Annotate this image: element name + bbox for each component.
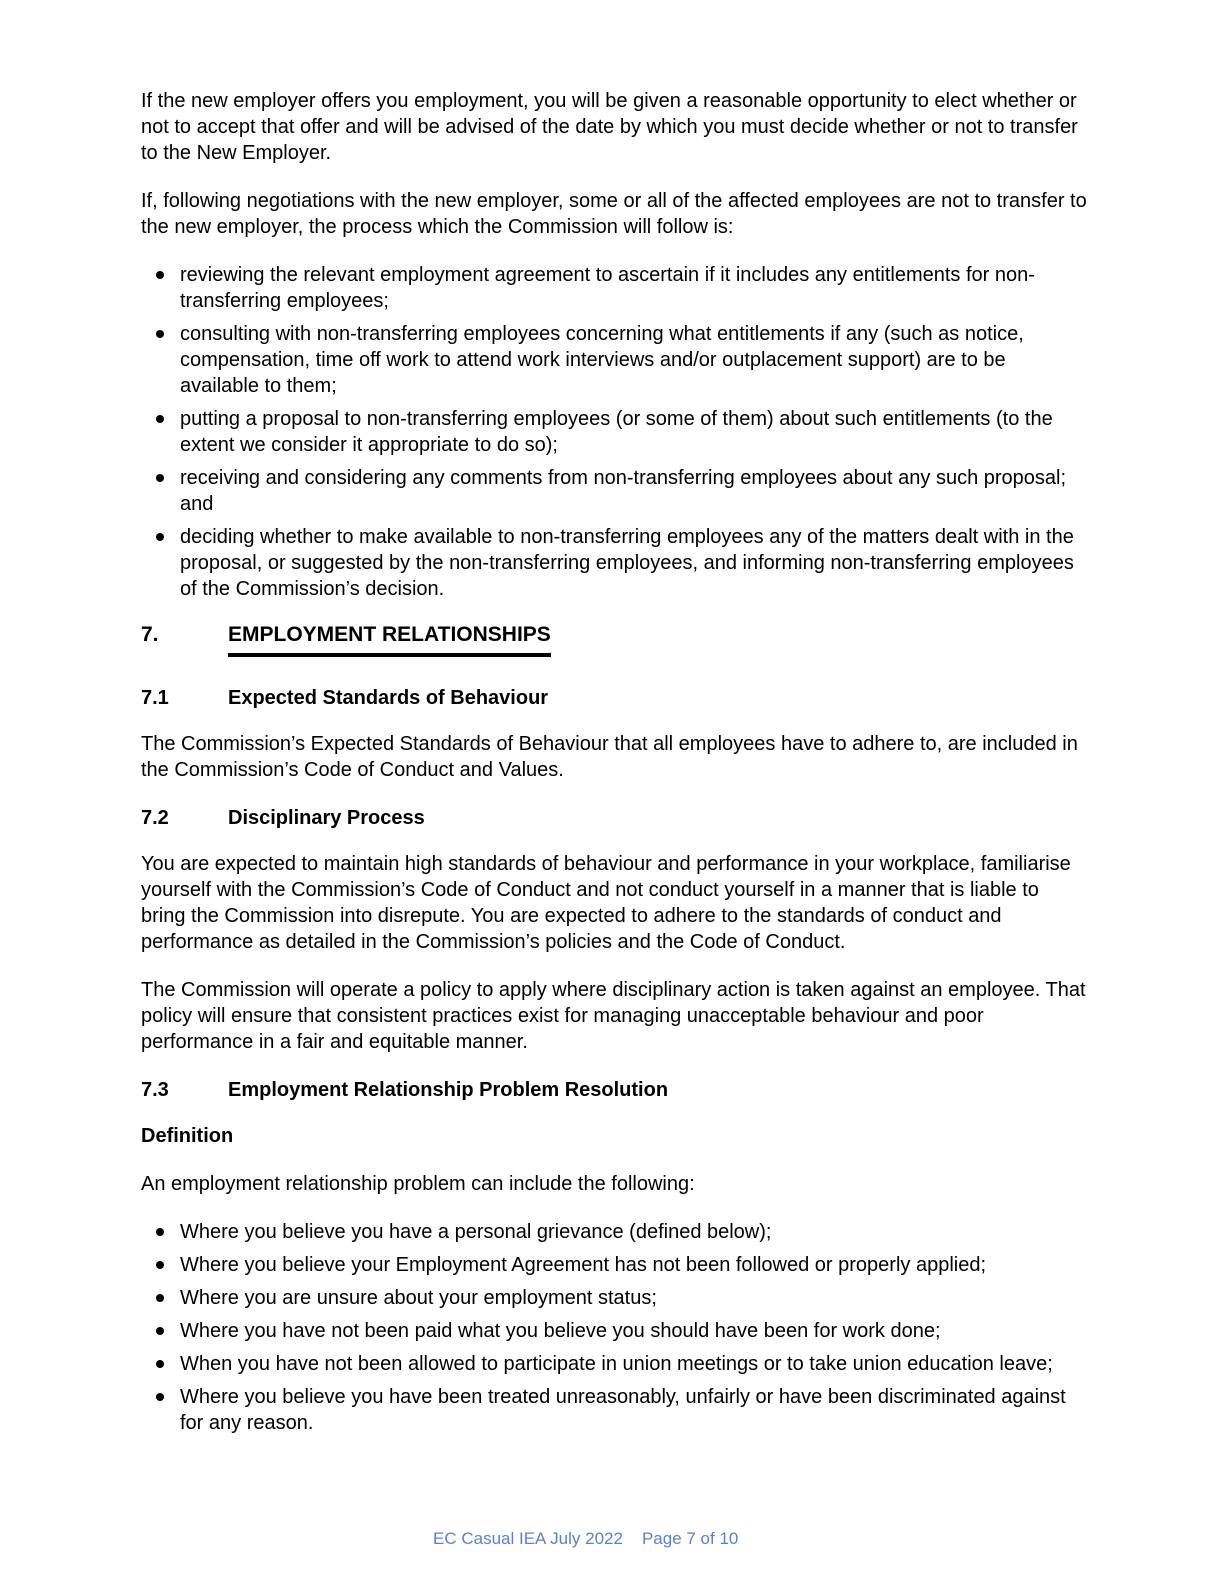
list-item	[141, 1285, 1087, 1311]
list-item	[141, 1384, 1087, 1436]
paragraph-negotiations: If, following negotiations with the new employer, some or all of the affected employees are not to transfer to the new employer, the process which the Commission will follow is:	[141, 190, 1087, 238]
list-item-text: putting a proposal to non-transferring employees (or some of them) about such entitlements (to the extent we consider it appropriate to do so);	[180, 408, 1053, 456]
section-title: Expected Standards of Behaviour	[228, 687, 549, 709]
list-item	[141, 406, 1087, 458]
list-item	[141, 1351, 1087, 1377]
paragraph-expected-standards: The Commission’s Expected Standards of Behaviour that all employees have to adhere to, are included in the Commission’s Code of Conduct and Values.	[141, 733, 1078, 781]
list-item-text: When you have not been allowed to participate in union meetings or to take union education leave;	[180, 1353, 1053, 1375]
list-item	[141, 1318, 1087, 1344]
bullet-icon	[156, 1360, 164, 1368]
list-item	[141, 262, 1087, 314]
footer-doc-ref: EC Casual IEA July 2022	[433, 1529, 623, 1548]
footer-page-info: Page 7 of 10	[641, 1529, 739, 1548]
paragraph-disciplinary-2: The Commission will operate a policy to apply where disciplinary action is taken against an employee. That policy will ensure that consistent practices exist for managing unacceptable behaviour and poor performance in a fair and equitable manner.	[141, 979, 1086, 1053]
section-title: Employment Relationship Problem Resolution	[228, 1079, 669, 1101]
section-heading-7-2	[141, 805, 1087, 831]
bullet-icon	[156, 533, 164, 541]
paragraph-disciplinary-1: You are expected to maintain high standards of behaviour and performance in your workplace, familiarise yourself with the Commission’s Code of Conduct and not conduct yourself in a manner that is liable to bring the Commission into disrepute. You are expected to adhere to the standards of conduct and performance as detailed in the Commission’s policies and the Code of Conduct.	[141, 853, 1071, 953]
list-item-text: Where you are unsure about your employment status;	[180, 1287, 657, 1309]
list-item	[141, 1219, 1087, 1245]
list-item-text: Where you believe you have a personal grievance (defined below);	[180, 1221, 772, 1243]
section-title: EMPLOYMENT RELATIONSHIPS	[228, 622, 551, 657]
bullet-icon	[156, 1294, 164, 1302]
bullet-icon	[156, 474, 164, 482]
section-number: 7.3	[141, 1079, 169, 1101]
problem-bullet-list	[141, 1219, 1087, 1436]
list-item	[141, 321, 1087, 399]
bullet-icon	[156, 1261, 164, 1269]
process-bullet-list	[141, 262, 1087, 602]
list-item-text: deciding whether to make available to non-transferring employees any of the matters dealt with in the proposal, or suggested by the non-transferring employees, and informing non-transferring employees of the Commission’s decision.	[180, 526, 1074, 600]
list-item	[141, 524, 1087, 602]
document-content	[141, 88, 1087, 1456]
section-number: 7.2	[141, 807, 169, 829]
section-heading-7-3	[141, 1077, 1087, 1103]
list-item	[141, 1252, 1087, 1278]
section-number: 7.1	[141, 687, 169, 709]
bullet-icon	[156, 271, 164, 279]
list-item-text: reviewing the relevant employment agreement to ascertain if it includes any entitlements for non-transferring employees;	[180, 264, 1035, 312]
bullet-icon	[156, 1393, 164, 1401]
list-item-text: consulting with non-transferring employees concerning what entitlements if any (such as notice, compensation, time off work to attend work interviews and/or outplacement support) are to be available to them;	[180, 323, 1024, 397]
bullet-icon	[156, 415, 164, 423]
list-item-text: Where you have not been paid what you believe you should have been for work done;	[180, 1320, 941, 1342]
bullet-icon	[156, 1228, 164, 1236]
list-item-text: Where you believe your Employment Agreement has not been followed or properly applied;	[180, 1254, 987, 1276]
list-item	[141, 465, 1087, 517]
list-item-text: Where you believe you have been treated unreasonably, unfairly or have been discriminated against for any reason.	[180, 1386, 1066, 1434]
list-item-text: receiving and considering any comments from non-transferring employees about any such proposal; and	[180, 467, 1067, 515]
page-footer	[433, 1529, 738, 1549]
section-heading-7-1	[141, 685, 1087, 711]
paragraph-transfer-offer: If the new employer offers you employment, you will be given a reasonable opportunity to elect whether or not to accept that offer and will be advised of the date by which you must decide whether or not to transfer to the New Employer.	[141, 90, 1078, 164]
definition-heading: Definition	[141, 1125, 234, 1147]
bullet-icon	[156, 330, 164, 338]
bullet-icon	[156, 1327, 164, 1335]
section-title: Disciplinary Process	[228, 807, 425, 829]
section-number: 7.	[141, 623, 159, 646]
section-heading-7	[141, 622, 1087, 657]
paragraph-problem-intro: An employment relationship problem can include the following:	[141, 1173, 695, 1195]
